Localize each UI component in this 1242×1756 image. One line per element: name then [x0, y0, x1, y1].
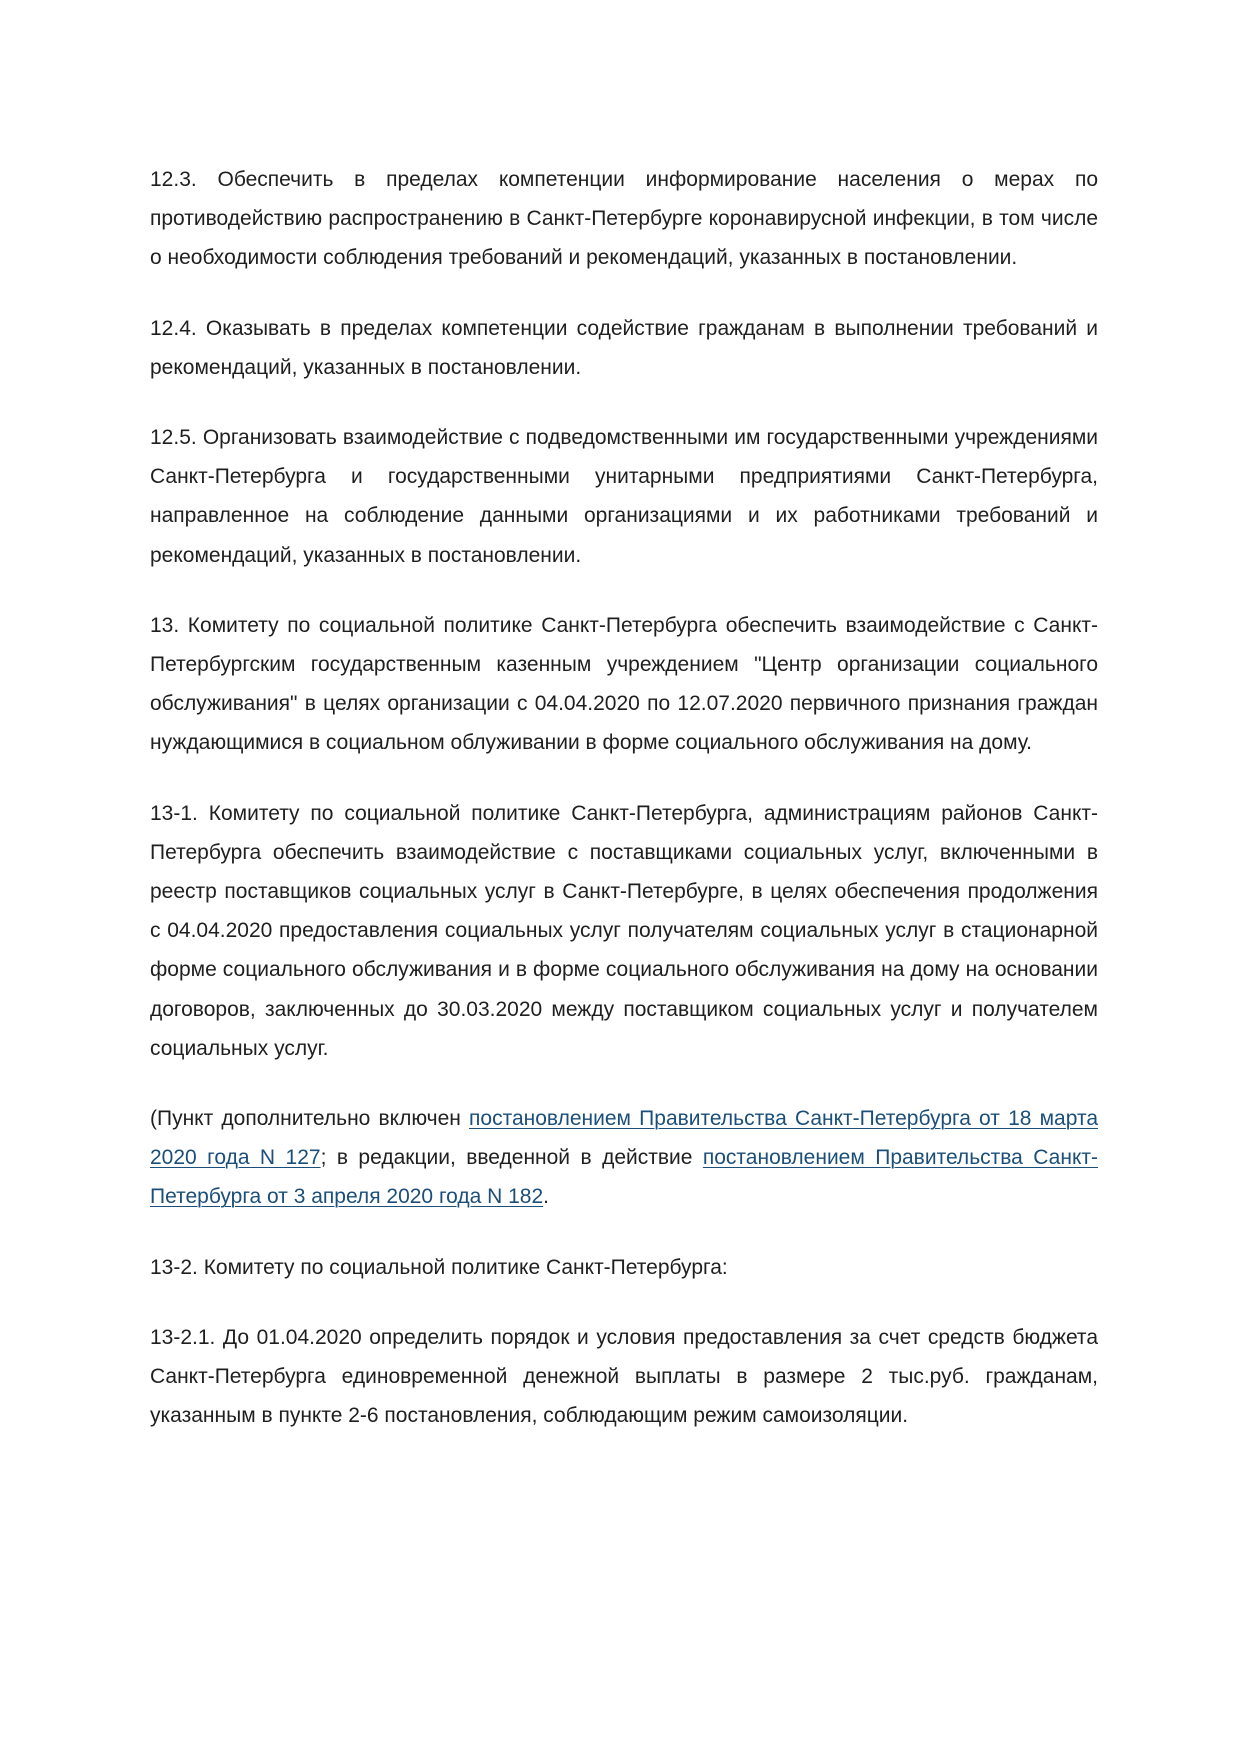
amendment-note-prefix: (Пункт дополнительно включен [150, 1107, 470, 1131]
paragraph-13-2-1: 13-2.1. До 01.04.2020 определить порядок и условия предоставления за счет средств бюджета Санкт-Петербурга единовременной денежной выплаты в размере 2 тыс.руб. гражданам, указанным в пункте 2-6 постановления, соблюдающим режим самоизоляции. [150, 1325, 1098, 1428]
amendment-note-middle: ; в редакции, введенной в действие [320, 1146, 703, 1170]
amendment-note-suffix: . [543, 1185, 550, 1209]
paragraph-13-1: 13-1. Комитету по социальной политике Санкт-Петербурга, администрациям районов Санкт-Петербурга обеспечить взаимодействие с поставщиками социальных услуг, включенными в реестр поставщиков социальных услуг в Санкт-Петербурге, в целях обеспечения продолжения с 04.04.2020 предоставления социальных услуг получателям социальных услуг в стационарной форме социального обслуживания и в форме социального обслуживания на дому на основании договоров, заключенных до 30.03.2020 между поставщиком социальных услуг и получателем социальных услуг. [150, 801, 1098, 1060]
paragraph-12-4: 12.4. Оказывать в пределах компетенции содействие гражданам в выполнении требований и рекомендаций, указанных в постановлении. [150, 316, 1098, 379]
paragraph-12-5: 12.5. Организовать взаимодействие с подведомственными им государственными учреждениями Санкт-Петербурга и государственными унитарными предприятиями Санкт-Петербурга, направленное на соблюдение данными организациями и их работниками требований и рекомендаций, указанных в постановлении. [150, 426, 1098, 567]
paragraph-13-2: 13-2. Комитету по социальной политике Санкт-Петербурга: [150, 1255, 728, 1279]
paragraph-12-3: 12.3. Обеспечить в пределах компетенции информирование населения о мерах по противодействию распространению в Санкт-Петербурге коронавирусной инфекции, в том числе о необходимости соблюдения требований и рекомендаций, указанных в постановлении. [150, 168, 1098, 270]
amendment-note [150, 1099, 1098, 1217]
document-page [150, 160, 1098, 1466]
link-resolution-127[interactable]: постановлением Правительства Санкт-Петербурга от 18 марта 2020 года N 127 [150, 1107, 1098, 1170]
link-resolution-182[interactable]: постановлением Правительства Санкт-Петербурга от 3 апреля 2020 года N 182 [150, 1146, 1098, 1209]
paragraph-13: 13. Комитету по социальной политике Санкт-Петербурга обеспечить взаимодействие с Санкт-Петербургским государственным казенным учреждением "Центр организации социального обслуживания" в целях организации с 04.04.2020 по 12.07.2020 первичного признания граждан нуждающимися в социальном облуживании в форме социального обслуживания на дому. [150, 613, 1098, 755]
